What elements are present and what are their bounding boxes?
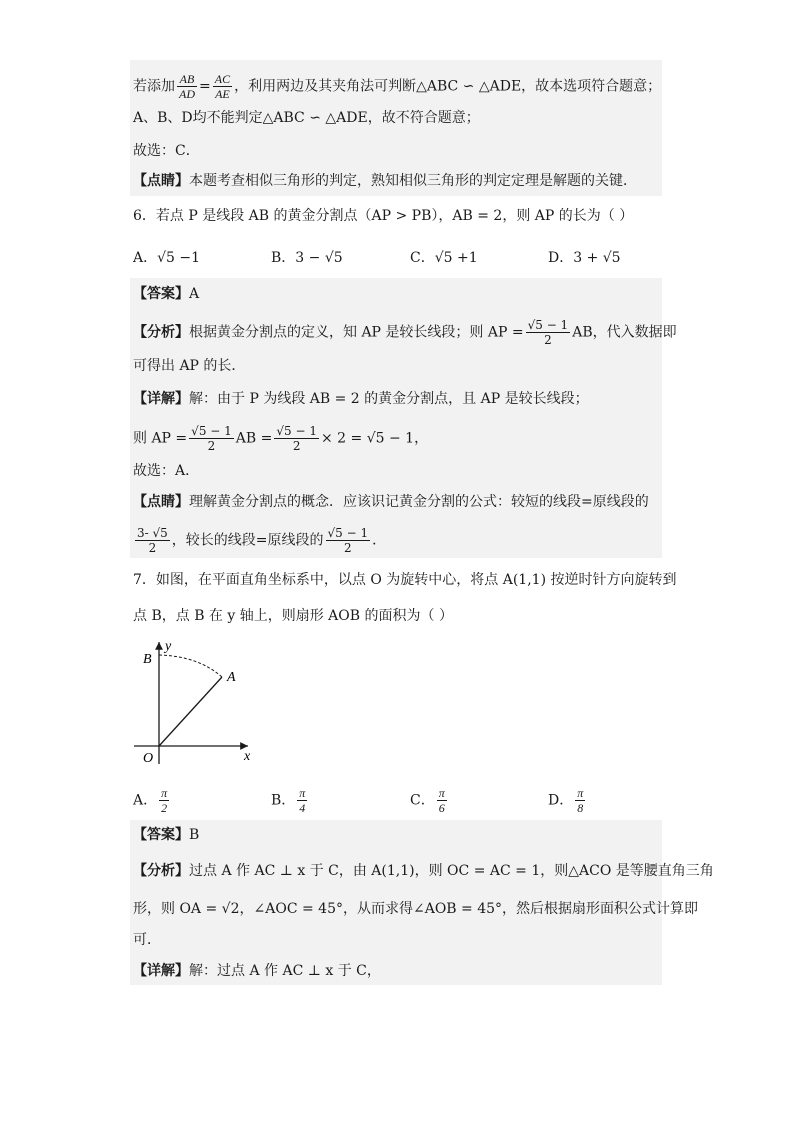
fraction: [274, 424, 319, 453]
q6-analysis-2: 可得出 AP 的长．: [133, 358, 246, 374]
answer-tag: 【答案】: [133, 286, 189, 302]
fraction: [526, 318, 571, 347]
option-letter: A．: [133, 792, 158, 809]
q6-option-a: A．√5 −1: [133, 250, 201, 266]
q6-comment-1: [133, 492, 649, 512]
fraction: [326, 526, 371, 555]
fraction-num: π: [577, 786, 584, 800]
fraction-den: AE: [215, 87, 230, 101]
fraction-den: 4: [299, 801, 306, 815]
q6-stem: 6．若点 P 是线段 AB 的黄金分割点（AP > PB），AB = 2，则 AP 的长为（ ）: [133, 208, 634, 224]
fraction-ab-ad: [177, 72, 197, 101]
fraction-ac-ae: [213, 72, 232, 101]
answer-value: B: [189, 827, 200, 843]
text: ，利用两边及其夹角法可判断△ABC ∽ △ADE，故本选项符合题意；: [234, 78, 662, 95]
comment-tag: 【点睛】: [133, 494, 189, 510]
detail-tag: 【详解】: [133, 391, 189, 407]
label-o: O: [143, 751, 154, 766]
q6-detail-3: 故选：A．: [133, 463, 200, 479]
fraction: [135, 526, 170, 555]
q7-option-c: [410, 786, 449, 815]
label-a: A: [227, 670, 236, 685]
text: ，较长的线段=原线段的: [171, 532, 324, 549]
fraction-den: 2: [161, 801, 168, 815]
q6-option-d: D．3 + √5: [548, 250, 621, 266]
label-y: y: [165, 639, 172, 654]
q5-line-1: [133, 72, 661, 101]
fraction: [575, 786, 585, 815]
answer-tag: 【答案】: [133, 827, 189, 843]
text: × 2 = √5 − 1，: [320, 430, 429, 447]
fraction-num: 3- √5: [137, 526, 168, 540]
text: 解：由于 P 为线段 AB = 2 的黄金分割点，且 AP 是较长线段；: [189, 391, 589, 407]
comment-tag: 【点睛】: [133, 173, 189, 189]
analysis-tag: 【分析】: [133, 324, 189, 341]
q6-option-c: C．√5 +1: [410, 250, 478, 266]
comment-text: 本题考查相似三角形的判定，熟知相似三角形的判定定理是解题的关键．: [189, 173, 637, 189]
q7-analysis-3: 可．: [133, 932, 161, 948]
text: AB，代入数据即: [572, 324, 677, 341]
analysis-tag: 【分析】: [133, 863, 189, 879]
text: 解：过点 A 作 AC ⊥ x 于 C，: [189, 963, 381, 979]
text: 理解黄金分割点的概念．应该识记黄金分割的公式：较短的线段=原线段的: [189, 494, 649, 510]
label-b: B: [143, 652, 152, 667]
q7-stem-1: 7．如图，在平面直角坐标系中，以点 O 为旋转中心，将点 A(1,1) 按逆时针方向旋转到: [133, 572, 677, 588]
q7-analysis-1: [133, 861, 714, 881]
q7-stem-2: 点 B，点 B 在 y 轴上，则扇形 AOB 的面积为（ ）: [133, 608, 453, 624]
fraction-num: π: [299, 786, 306, 800]
q5-comment: [133, 171, 637, 191]
rotation-figure: [128, 636, 258, 768]
text: 过点 A 作 AC ⊥ x 于 C，由 A(1,1)，则 OC = AC = 1，则△ACO 是等腰直角三角: [189, 863, 714, 879]
q6-analysis-1: [133, 318, 677, 347]
text: 根据黄金分割点的定义，知 AP 是较长线段；则 AP =: [189, 324, 524, 341]
fraction-num: √5 − 1: [191, 424, 232, 438]
fraction-den: 2: [207, 439, 216, 453]
q7-detail-1: [133, 961, 381, 981]
q6-detail-2: [133, 424, 428, 453]
label-x: x: [244, 749, 251, 764]
option-letter: D．: [548, 792, 574, 809]
q7-option-a: [133, 786, 171, 815]
fraction-den: 2: [344, 541, 352, 555]
fraction: [297, 786, 307, 815]
fraction: [159, 786, 169, 815]
fraction-den: 2: [544, 333, 552, 347]
q5-line-3: 故选：C．: [133, 143, 200, 159]
fraction: [189, 424, 234, 453]
fraction-den: 2: [148, 541, 157, 555]
equals-sign: =: [199, 78, 211, 95]
fraction-num: AB: [177, 72, 197, 87]
q7-option-d: [548, 786, 587, 815]
q7-option-b: [271, 786, 309, 815]
fraction-num: √5 − 1: [276, 424, 317, 438]
fraction-num: √5 − 1: [327, 526, 369, 540]
option-letter: C．: [410, 792, 435, 809]
fraction-num: π: [438, 786, 445, 800]
q6-answer: [133, 284, 199, 304]
text: 则 AP =: [133, 430, 188, 447]
text: AB =: [235, 430, 273, 447]
text: 若添加: [133, 78, 175, 95]
segment-oa: [159, 677, 222, 746]
text: ．: [372, 532, 387, 549]
fraction-den: 6: [438, 801, 445, 815]
q6-detail-1: [133, 389, 589, 409]
option-letter: B．: [271, 792, 296, 809]
fraction-den: 8: [577, 801, 584, 815]
q6-option-b: B．3 − √5: [271, 250, 343, 266]
detail-tag: 【详解】: [133, 963, 189, 979]
fraction: [437, 786, 447, 815]
fraction-den: AD: [179, 87, 195, 101]
arc-ab: [159, 655, 222, 677]
q7-answer: [133, 825, 199, 845]
q7-analysis-2: 形，则 OA = √2，∠AOC = 45°，从而求得∠AOB = 45°，然后根据扇形面积公式计算即: [133, 901, 699, 917]
q5-line-2: A、B、D均不能判定△ABC ∽ △ADE，故不符合题意；: [133, 110, 480, 126]
fraction-num: AC: [214, 72, 231, 86]
q6-comment-2: [133, 526, 386, 555]
fraction-num: π: [161, 786, 168, 800]
fraction-den: 2: [292, 439, 301, 453]
fraction-num: √5 − 1: [527, 318, 569, 332]
answer-value: A: [189, 286, 200, 302]
